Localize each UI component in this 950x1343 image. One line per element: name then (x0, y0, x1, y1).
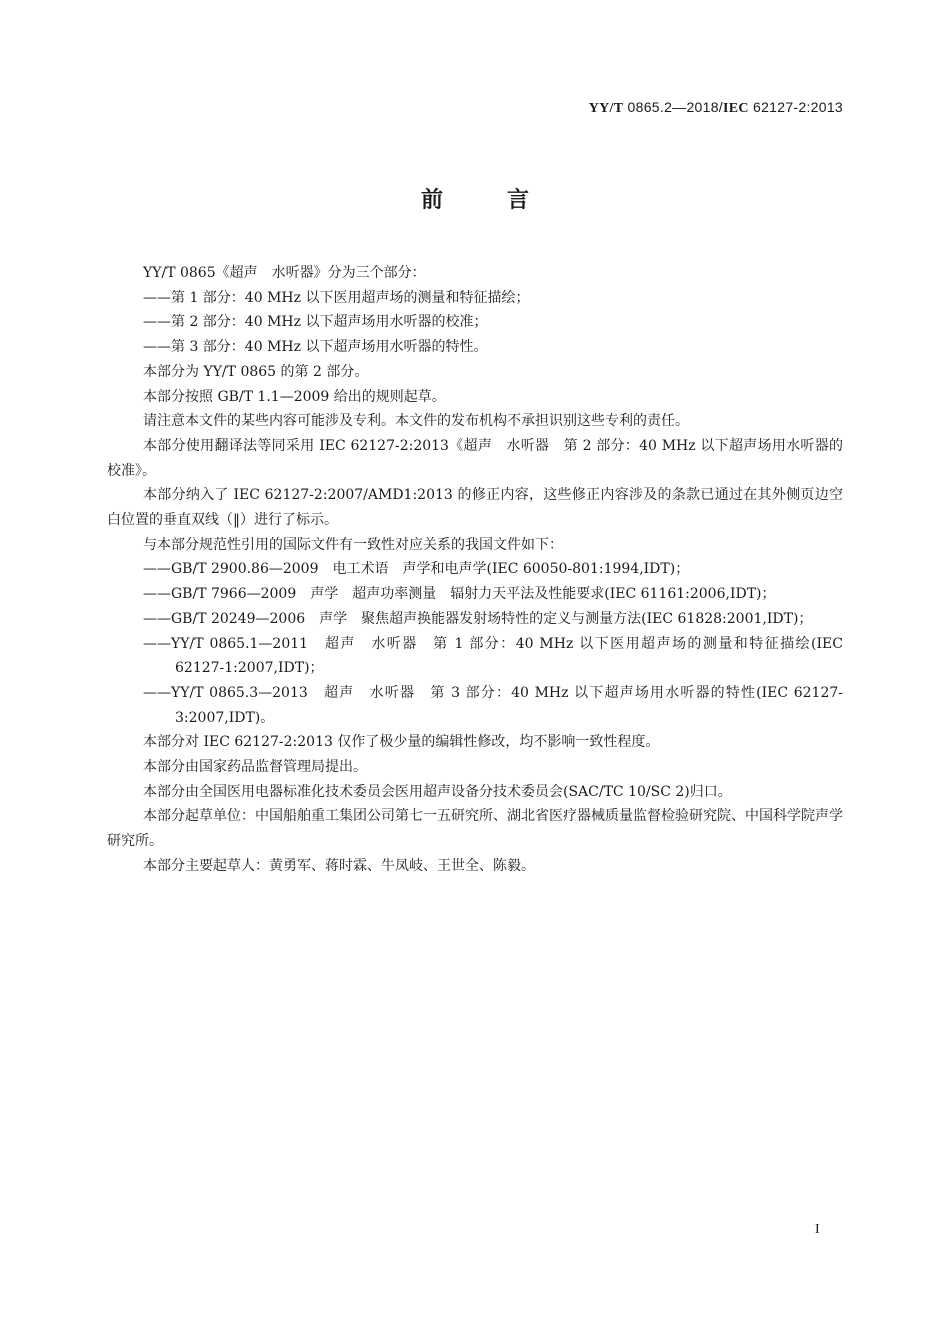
page-title (0, 183, 950, 214)
paragraph: 本部分为 YY/T 0865 的第 2 部分。 (143, 363, 369, 380)
part-list-item: ——第 2 部分：40 MHz 以下超声场用水听器的校准； (143, 314, 488, 331)
reference-item: ——GB/T 2900.86—2009 电工术语 声学和电声学(IEC 60050-801:1994,IDT)； (143, 561, 690, 578)
reference-item: ——YY/T 0865.1—2011 超声 水听器 第 1 部分：40 MHz 以下医用超声场的测量和特征描绘(IEC 62127-1:2007,IDT)； (143, 635, 843, 677)
iec-number: 62127-2:2013 (748, 99, 843, 115)
title-char-1: 前 (420, 188, 443, 213)
standard-code: YY/T (588, 101, 624, 116)
title-char-2: 言 (507, 188, 530, 213)
references-intro: 与本部分规范性引用的国际文件有一致性对应关系的我国文件如下： (143, 536, 563, 553)
patent-notice: 请注意本文件的某些内容可能涉及专利。本文件的发布机构不承担识别这些专利的责任。 (143, 413, 689, 430)
paragraph: 本部分对 IEC 62127-2:2013 仅作了极少量的编辑性修改，均不影响一致性程度。 (143, 734, 660, 751)
reference-item: ——YY/T 0865.3—2013 超声 水听器 第 3 部分：40 MHz 以下超声场用水听器的特性(IEC 62127-3:2007,IDT)。 (143, 684, 843, 726)
page-number: I (815, 1222, 820, 1237)
intro-paragraph: YY/T 0865《超声 水听器》分为三个部分： (143, 265, 426, 281)
proposer-statement: 本部分由国家药品监督管理局提出。 (143, 759, 367, 776)
iec-label: IEC (723, 101, 749, 116)
committee-statement: 本部分由全国医用电器标准化技术委员会医用超声设备分技术委员会(SAC/TC 10/SC 2)归口。 (143, 783, 732, 800)
reference-item: ——GB/T 20249—2006 声学 聚焦超声换能器发射场特性的定义与测量方法(IEC 61828:2001,IDT)； (143, 610, 813, 627)
amendment-statement: 本部分纳入了 IEC 62127-2:2007/AMD1:2013 的修正内容，这些修正内容涉及的条款已通过在其外侧页边空白位置的垂直双线（‖）进行了标示。 (107, 487, 843, 529)
part-list-item: ——第 1 部分：40 MHz 以下医用超声场的测量和特征描绘； (143, 289, 530, 306)
paragraph: 本部分按照 GB/T 1.1—2009 给出的规则起草。 (143, 388, 446, 405)
drafting-units: 本部分起草单位：中国船舶重工集团公司第七一五研究所、湖北省医疗器械质量监督检验研究院、中国科学院声学研究所。 (107, 808, 843, 850)
standard-code-number: 0865.2—2018/ (623, 99, 723, 115)
foreword-body (107, 261, 843, 879)
drafters: 本部分主要起草人：黄勇军、蒋时霖、牛凤岐、王世全、陈毅。 (143, 857, 535, 874)
part-list-item: ——第 3 部分：40 MHz 以下超声场用水听器的特性。 (143, 339, 488, 356)
standard-number-header (589, 99, 843, 117)
reference-item: ——GB/T 7966—2009 声学 超声功率测量 辐射力天平法及性能要求(IEC 61161:2006,IDT)； (143, 586, 776, 603)
adoption-statement: 本部分使用翻译法等同采用 IEC 62127-2:2013《超声 水听器 第 2 部分：40 MHz 以下超声场用水听器的校准》。 (107, 437, 843, 479)
